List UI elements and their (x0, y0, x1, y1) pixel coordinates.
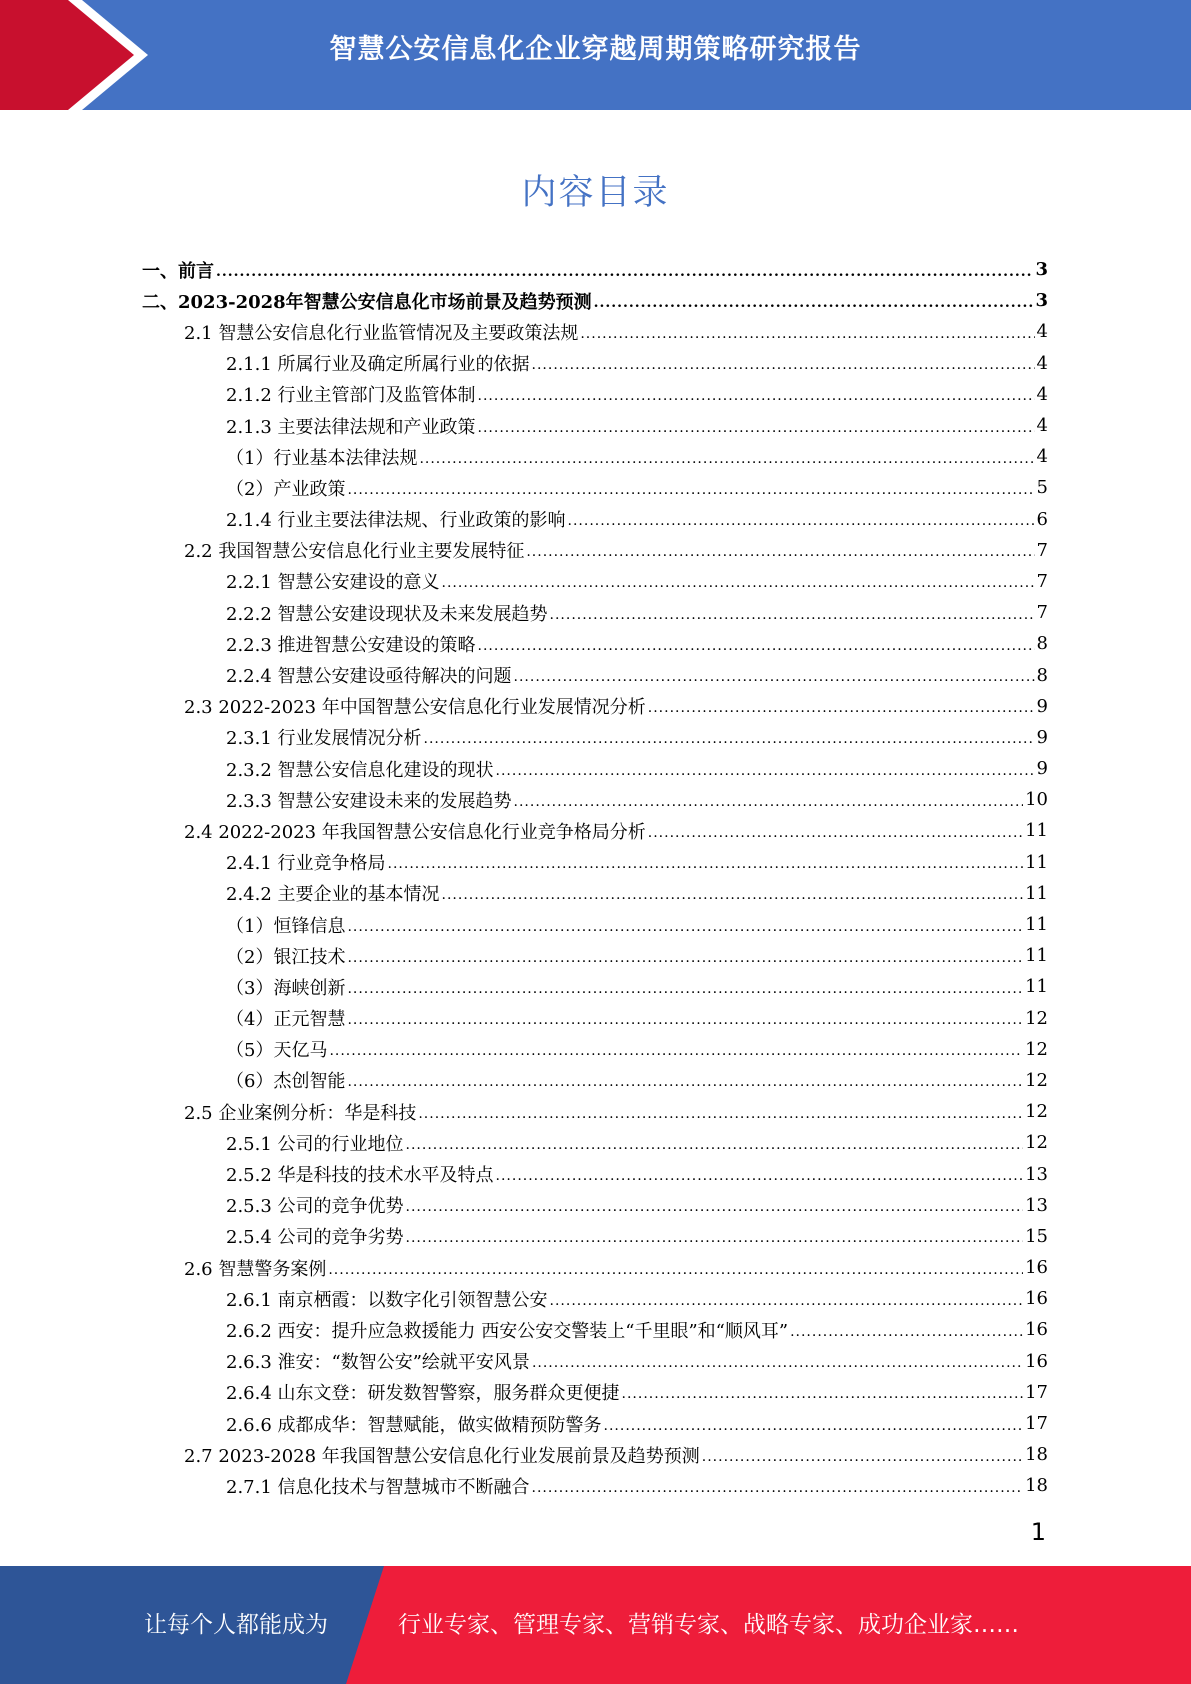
toc-entry[interactable] (142, 1221, 1048, 1252)
report-header (0, 0, 1191, 110)
toc-entry-label: 2.3 2022-2023 年中国智慧公安信息化行业发展情况分析 (184, 697, 646, 719)
toc-entry[interactable] (142, 441, 1048, 472)
toc-leader-dots (648, 824, 1023, 842)
footer-slogan-right: 行业专家、管理专家、营销专家、战略专家、成功企业家…… (398, 1612, 1019, 1638)
toc-entry[interactable] (142, 597, 1048, 628)
report-title: 智慧公安信息化企业穿越周期策略研究报告 (329, 34, 862, 65)
toc-entry-page: 12 (1025, 1069, 1048, 1091)
toc-leader-dots (347, 481, 1034, 499)
toc-entry-label: （2）银江技术 (226, 946, 346, 968)
toc-leader-dots (347, 980, 1023, 998)
toc-leader-dots (329, 1042, 1023, 1060)
toc-entry-page: 10 (1025, 789, 1048, 811)
toc-entry[interactable] (142, 472, 1048, 503)
toc-entry[interactable] (142, 1314, 1048, 1345)
toc-entry[interactable] (142, 1034, 1048, 1065)
toc-entry[interactable] (142, 847, 1048, 878)
toc-entry-page: 11 (1025, 976, 1048, 998)
toc-entry[interactable] (142, 1252, 1048, 1283)
toc-entry-page: 9 (1036, 726, 1048, 748)
toc-leader-dots (532, 356, 1035, 374)
toc-entry-label: 2.6.2 西安：提升应急救援能力 西安公安交警装上“千里眼”和“顺风耳” (226, 1320, 789, 1342)
toc-leader-dots (418, 1105, 1023, 1123)
toc-entry-label: （4）正元智慧 (226, 1009, 346, 1031)
toc-entry-page: 13 (1025, 1194, 1048, 1216)
toc-leader-dots (216, 263, 1033, 281)
toc-entry[interactable] (142, 379, 1048, 410)
toc-entry-page: 13 (1025, 1163, 1048, 1185)
toc-entry-page: 7 (1036, 570, 1048, 592)
toc-entry-page: 11 (1025, 882, 1048, 904)
toc-leader-dots (532, 1354, 1023, 1372)
toc-entry[interactable] (142, 1439, 1048, 1470)
toc-entry-page: 9 (1036, 695, 1048, 717)
toc-leader-dots (594, 294, 1034, 312)
toc-entry-label: 2.2.3 推进智慧公安建设的策略 (226, 634, 476, 656)
toc-entry[interactable] (142, 285, 1048, 316)
toc-entry[interactable] (142, 1065, 1048, 1096)
toc-leader-dots (580, 325, 1034, 343)
toc-entry-label: 2.2.2 智慧公安建设现状及未来发展趋势 (226, 603, 548, 625)
toc-entry-label: 2.3.1 行业发展情况分析 (226, 728, 422, 750)
toc-entry-label: 2.1.1 所属行业及确定所属行业的依据 (226, 354, 530, 376)
toc-entry-page: 15 (1025, 1225, 1048, 1247)
toc-leader-dots (478, 637, 1035, 655)
toc-leader-dots (347, 918, 1023, 936)
toc-leader-dots (424, 730, 1035, 748)
toc-entry-label: 2.6 智慧警务案例 (184, 1258, 327, 1280)
toc-entry-page: 16 (1025, 1257, 1048, 1279)
toc-leader-dots (550, 606, 1035, 624)
toc-entry-page: 11 (1025, 914, 1048, 936)
toc-entry[interactable] (142, 753, 1048, 784)
toc-entry[interactable] (142, 1470, 1048, 1501)
toc-entry[interactable] (142, 254, 1048, 285)
toc-entry-page: 16 (1025, 1319, 1048, 1341)
toc-leader-dots (347, 949, 1023, 967)
toc-leader-dots (419, 450, 1034, 468)
toc-entry-page: 8 (1036, 664, 1048, 686)
toc-title: 内容目录 (521, 173, 670, 213)
toc-entry[interactable] (142, 940, 1048, 971)
toc-leader-dots (514, 793, 1024, 811)
toc-entry[interactable] (142, 784, 1048, 815)
toc-entry-label: 2.2 我国智慧公安信息化行业主要发展特征 (184, 541, 525, 563)
toc-leader-dots (406, 1229, 1024, 1247)
toc-leader-dots (388, 855, 1024, 873)
toc-leader-dots (442, 574, 1035, 592)
toc-entry-label: 2.1.2 行业主管部门及监管体制 (226, 385, 476, 407)
toc-leader-dots (622, 1385, 1024, 1403)
toc-entry[interactable] (142, 504, 1048, 535)
toc-entry-label: 一、前言 (142, 260, 214, 282)
toc-entry-label: 2.5.4 公司的竞争劣势 (226, 1227, 404, 1249)
footer-banner (0, 1566, 1191, 1684)
footer-slogan-left: 让每个人都能成为 (144, 1612, 328, 1638)
toc-entry[interactable] (142, 659, 1048, 690)
toc-entry-page: 12 (1025, 1007, 1048, 1029)
toc-entry-page: 8 (1036, 633, 1048, 655)
toc-leader-dots (514, 668, 1035, 686)
toc-entry-page: 17 (1025, 1413, 1048, 1435)
toc-entry-page: 18 (1025, 1444, 1048, 1466)
toc-entry-page: 17 (1025, 1381, 1048, 1403)
toc-entry-label: （3）海峡创新 (226, 977, 346, 999)
toc-entry[interactable] (142, 909, 1048, 940)
toc-leader-dots (790, 1323, 1023, 1341)
toc-leader-dots (478, 419, 1035, 437)
toc-entry-page: 3 (1035, 290, 1048, 312)
toc-entry-label: 2.2.4 智慧公安建设亟待解决的问题 (226, 666, 512, 688)
toc-entry-label: 2.5.1 公司的行业地位 (226, 1133, 404, 1155)
toc-entry-page: 4 (1036, 321, 1048, 343)
toc-entry-label: （1）行业基本法律法规 (226, 447, 418, 469)
toc-leader-dots (442, 886, 1024, 904)
toc-entry-label: 2.4 2022-2023 年我国智慧公安信息化行业竞争格局分析 (184, 821, 646, 843)
toc-entry[interactable] (142, 1003, 1048, 1034)
toc-entry-label: 2.7.1 信息化技术与智慧城市不断融合 (226, 1476, 530, 1498)
toc-leader-dots (496, 762, 1035, 780)
toc-entry-label: 2.1.3 主要法律法规和产业政策 (226, 416, 476, 438)
toc-entry-page: 4 (1036, 446, 1048, 468)
toc-entry-page: 3 (1035, 259, 1048, 281)
toc-entry-page: 7 (1036, 539, 1048, 561)
toc-entry[interactable] (142, 1190, 1048, 1221)
toc-entry-label: 2.2.1 智慧公安建设的意义 (226, 572, 440, 594)
toc-entry-label: 2.5 企业案例分析：华是科技 (184, 1102, 417, 1124)
toc-leader-dots (550, 1292, 1024, 1310)
toc-entry-page: 18 (1025, 1475, 1048, 1497)
toc-entry[interactable] (142, 535, 1048, 566)
toc-entry-label: 2.1.4 行业主要法律法规、行业政策的影响 (226, 510, 566, 532)
toc-entry[interactable] (142, 566, 1048, 597)
toc-entry-label: 2.6.4 山东文登：研发数智警察，服务群众更便捷 (226, 1383, 620, 1405)
toc-entry[interactable] (142, 316, 1048, 347)
toc-leader-dots (604, 1417, 1024, 1435)
toc-entry[interactable] (142, 1408, 1048, 1439)
toc-entry-page: 11 (1025, 945, 1048, 967)
toc-entry-label: 2.4.2 主要企业的基本情况 (226, 884, 440, 906)
toc-entry[interactable] (142, 971, 1048, 1002)
toc-entry-page: 11 (1025, 820, 1048, 842)
toc-entry-label: 2.5.2 华是科技的技术水平及特点 (226, 1165, 494, 1187)
toc-entry-page: 4 (1036, 352, 1048, 374)
toc-leader-dots (347, 1073, 1023, 1091)
toc-entry[interactable] (142, 878, 1048, 909)
toc-entry[interactable] (142, 1096, 1048, 1127)
toc-entry-page: 12 (1025, 1101, 1048, 1123)
toc-entry-page: 11 (1025, 851, 1048, 873)
toc-entry-label: （1）恒锋信息 (226, 915, 346, 937)
toc-entry[interactable] (142, 815, 1048, 846)
toc-entry-label: （6）杰创智能 (226, 1071, 346, 1093)
toc-entry[interactable] (142, 410, 1048, 441)
toc-entry-label: 2.6.3 淮安：“数智公安”绘就平安风景 (226, 1352, 530, 1374)
toc-entry-label: 2.5.3 公司的竞争优势 (226, 1196, 404, 1218)
toc-entry-page: 7 (1036, 602, 1048, 624)
toc-entry-page: 12 (1025, 1132, 1048, 1154)
toc-entry[interactable] (142, 691, 1048, 722)
toc-entry-label: 2.3.2 智慧公安信息化建设的现状 (226, 759, 494, 781)
toc-entry-label: 2.6.1 南京栖霞：以数字化引领智慧公安 (226, 1289, 548, 1311)
toc-entry[interactable] (142, 628, 1048, 659)
toc-leader-dots (532, 1479, 1024, 1497)
toc-leader-dots (347, 1011, 1023, 1029)
toc-entry-page: 16 (1025, 1288, 1048, 1310)
toc-entry-page: 6 (1036, 508, 1048, 530)
toc-entry-page: 9 (1036, 758, 1048, 780)
toc-entry-page: 12 (1025, 1038, 1048, 1060)
toc-entry-page: 16 (1025, 1350, 1048, 1372)
toc-entry[interactable] (142, 348, 1048, 379)
toc-entry-label: （2）产业政策 (226, 478, 346, 500)
toc-entry-label: 2.1 智慧公安信息化行业监管情况及主要政策法规 (184, 322, 579, 344)
toc-entry-label: （5）天亿马 (226, 1040, 328, 1062)
toc-entry[interactable] (142, 722, 1048, 753)
page-number: 1 (1030, 1518, 1046, 1546)
toc-entry-label: 二、2023-2028年智慧公安信息化市场前景及趋势预测 (142, 291, 592, 313)
toc-entry[interactable] (142, 1377, 1048, 1408)
toc-entry[interactable] (142, 1346, 1048, 1377)
toc-leader-dots (478, 387, 1035, 405)
toc-entry-page: 5 (1036, 477, 1048, 499)
toc-entry-label: 2.7 2023-2028 年我国智慧公安信息化行业发展前景及趋势预测 (184, 1445, 700, 1467)
toc-entry-label: 2.3.3 智慧公安建设未来的发展趋势 (226, 790, 512, 812)
toc-leader-dots (406, 1198, 1024, 1216)
toc-entry[interactable] (142, 1127, 1048, 1158)
toc-leader-dots (406, 1136, 1024, 1154)
toc-entry-label: 2.6.6 成都成华：智慧赋能，做实做精预防警务 (226, 1414, 602, 1436)
toc-leader-dots (568, 512, 1035, 530)
toc-leader-dots (496, 1167, 1024, 1185)
toc-entry[interactable] (142, 1158, 1048, 1189)
toc-leader-dots (526, 543, 1034, 561)
table-of-contents (142, 254, 1048, 1502)
toc-entry[interactable] (142, 1283, 1048, 1314)
toc-leader-dots (648, 699, 1035, 717)
toc-leader-dots (328, 1261, 1023, 1279)
toc-entry-label: 2.4.1 行业竞争格局 (226, 853, 386, 875)
toc-leader-dots (702, 1448, 1023, 1466)
toc-entry-page: 4 (1036, 415, 1048, 437)
toc-entry-page: 4 (1036, 383, 1048, 405)
